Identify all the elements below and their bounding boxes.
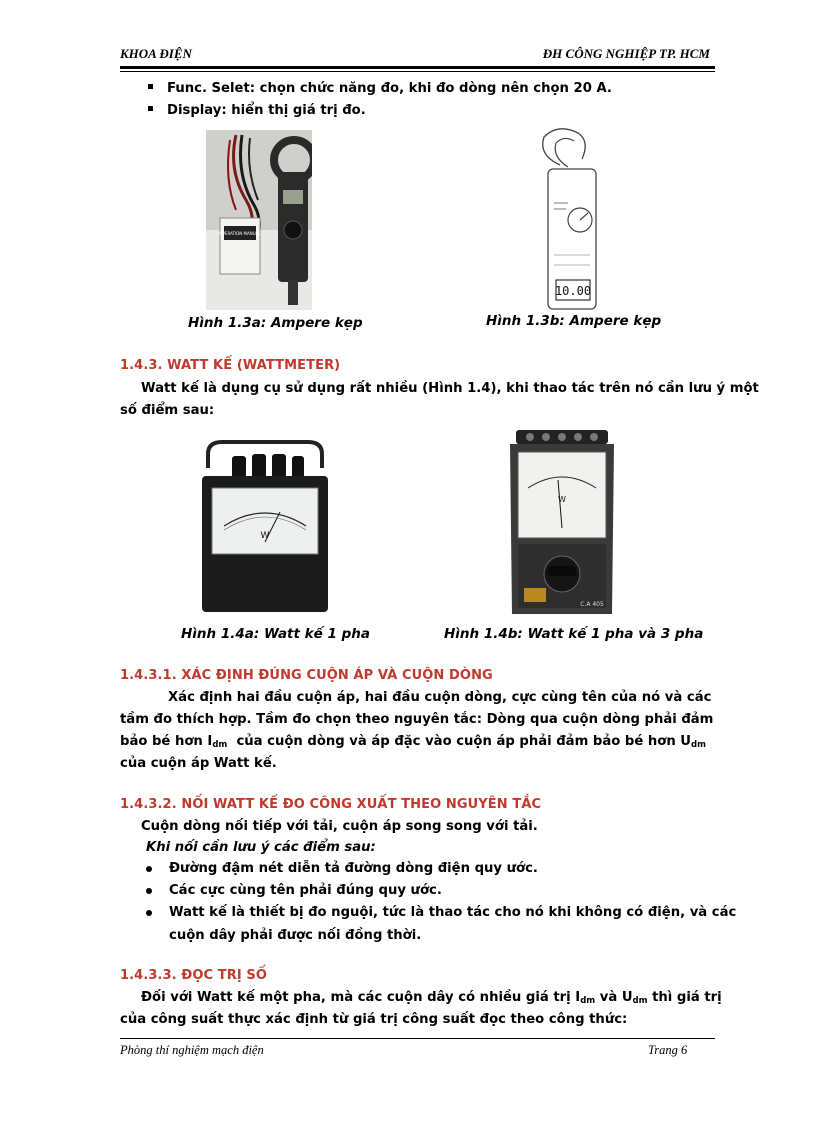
bullet-cold-device-line1: Watt kế là thiết bị đo nguội, tức là thao tác cho nó khi không có điện, và các xyxy=(169,905,737,920)
header-rule-thin xyxy=(120,71,715,72)
para-1-4-3-2-note: Khi nối cần lưu ý các điểm sau: xyxy=(146,840,376,855)
bullet-dot-icon xyxy=(146,910,152,916)
footer-page-number: Trang 6 xyxy=(648,1043,688,1057)
svg-text:W: W xyxy=(260,531,270,541)
footer-rule xyxy=(120,1038,715,1039)
bullet-dot-icon xyxy=(146,888,152,894)
para-1-4-3-3-line2: của công suất thực xác định từ giá trị công suất đọc theo công thức: xyxy=(120,1012,628,1027)
caption-fig-1-3a: Hình 1.3a: Ampere kẹp xyxy=(188,315,363,331)
bullet-cold-device-line2: cuộn dây phải được nối đồng thời. xyxy=(169,928,422,943)
heading-1-4-3-2: 1.4.3.2. NỐI WATT KẾ ĐO CÔNG XUẤT THEO NGUYÊN TẮC xyxy=(120,797,542,812)
caption-fig-1-4a: Hình 1.4a: Watt kế 1 pha xyxy=(181,626,370,642)
para-1-4-3-2-line1: Cuộn dòng nối tiếp với tải, cuộn áp song song với tải. xyxy=(141,819,538,834)
wattmeter-single-phase-photo xyxy=(200,434,330,614)
heading-1-4-3: 1.4.3. WATT KẾ (WATTMETER) xyxy=(120,358,341,373)
para-1-4-3-1-line3: bảo bé hơn $I_{dm}$ của cuộn dòng và áp đặc vào cuộn áp phải đảm bảo bé hơn $U_{dm}$ xyxy=(120,734,706,750)
bullet-square-icon xyxy=(148,84,153,89)
footer-left: Phòng thí nghiệm mạch điện xyxy=(120,1043,264,1057)
para-1-4-3-line2: số điểm sau: xyxy=(120,403,215,418)
para-1-4-3-line1: Watt kế là dụng cụ sử dụng rất nhiều (Hình 1.4), khi thao tác trên nó cần lưu ý một xyxy=(141,381,759,396)
bullet-display: Display: hiển thị giá trị đo. xyxy=(148,100,366,122)
caption-fig-1-3b: Hình 1.3b: Ampere kẹp xyxy=(486,313,662,329)
caption-fig-1-4b: Hình 1.4b: Watt kế 1 pha và 3 pha xyxy=(444,626,704,642)
heading-1-4-3-3: 1.4.3.3. ĐỌC TRỊ SỐ xyxy=(120,968,268,983)
clamp-meter-drawing xyxy=(530,125,610,315)
para-1-4-3-1-line1: Xác định hai đầu cuộn áp, hai đầu cuộn dòng, cực cùng tên của nó và các xyxy=(168,690,712,705)
bullet-same-polarity: Các cực cùng tên phải đúng quy ước. xyxy=(169,883,442,898)
clamp-meter-photo xyxy=(206,130,312,310)
bullet-square-icon xyxy=(148,106,153,111)
svg-text:W: W xyxy=(558,495,566,504)
header-left: KHOA ĐIỆN xyxy=(120,46,192,61)
para-1-4-3-1-line4: của cuộn áp Watt kế. xyxy=(120,756,277,771)
bullet-dot-icon xyxy=(146,866,152,872)
heading-1-4-3-1: 1.4.3.1. XÁC ĐỊNH ĐÚNG CUỘN ÁP VÀ CUỘN DÒNG xyxy=(120,668,493,683)
svg-text:C.A 405: C.A 405 xyxy=(580,601,604,608)
svg-text:OPERATION MANUAL: OPERATION MANUAL xyxy=(219,231,261,236)
bullet-conventional-current: Đường đậm nét diễn tả đường dòng điện quy ước. xyxy=(169,861,538,876)
para-1-4-3-1-line2: tầm đo thích hợp. Tầm đo chọn theo nguyên tắc: Dòng qua cuộn dòng phải đảm xyxy=(120,712,714,727)
para-1-4-3-3-line1: Đối với Watt kế một pha, mà các cuộn dây có nhiều giá trị $I_{dm}$ và $U_{dm}$ thì giá trị xyxy=(141,990,722,1006)
header-rule xyxy=(120,66,715,69)
wattmeter-three-phase-photo xyxy=(508,428,616,616)
header-right: ĐH CÔNG NGHIỆP TP. HCM xyxy=(542,46,710,61)
bullet-func-select: Func. Selet: chọn chức năng đo, khi đo dòng nên chọn 20 A. xyxy=(148,78,612,100)
svg-text:10.00: 10.00 xyxy=(554,284,592,298)
